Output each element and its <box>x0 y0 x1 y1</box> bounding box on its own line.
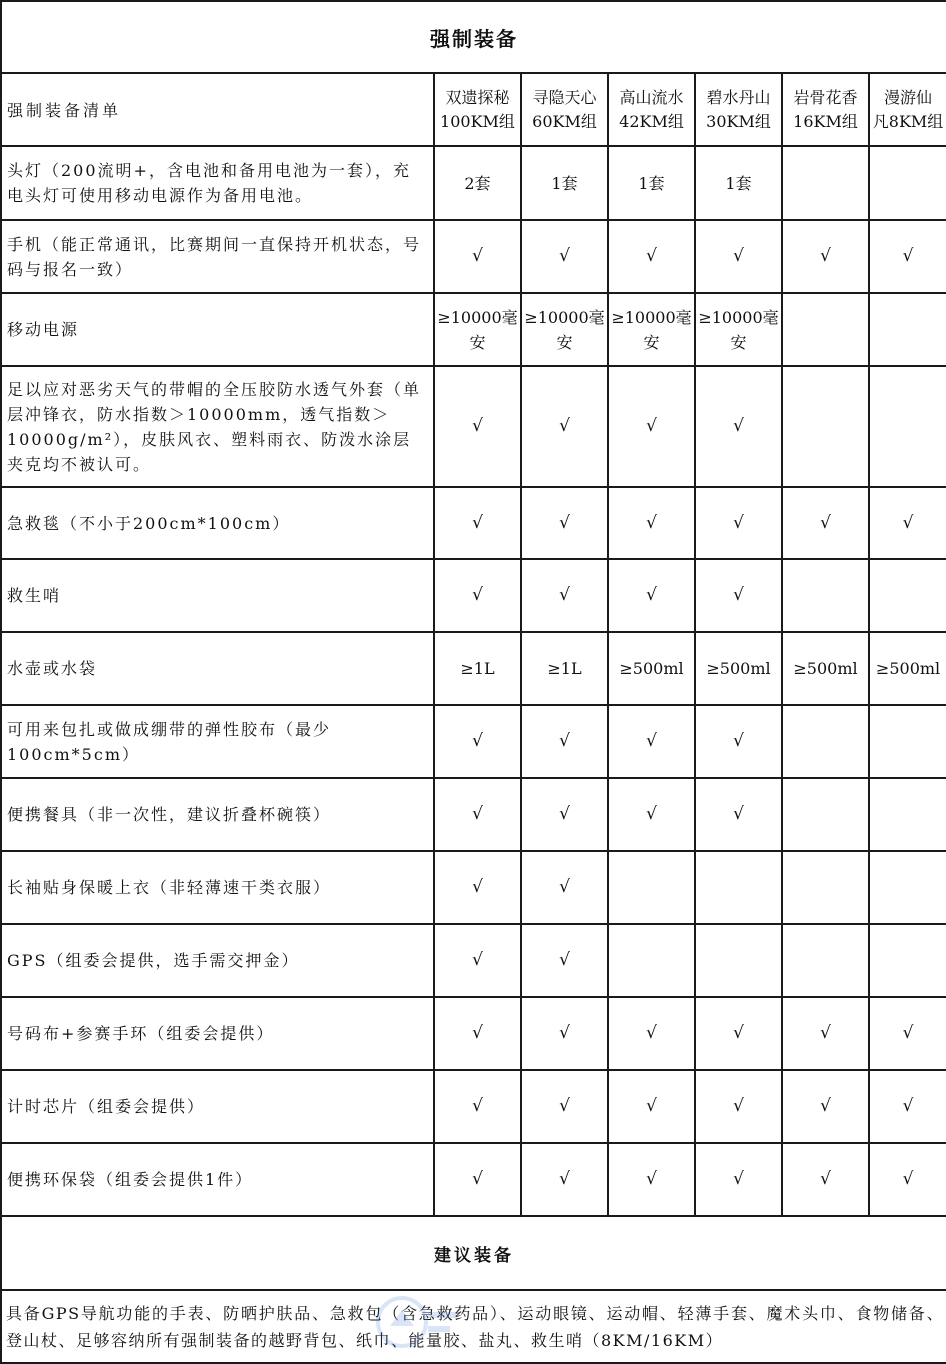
equipment-item: 可用来包扎或做成绷带的弹性胶布（最少100cm*5cm） <box>1 705 434 778</box>
requirement-cell <box>695 924 782 997</box>
requirement-cell: √ <box>782 1143 869 1216</box>
equipment-table-body <box>1 1 946 1363</box>
equipment-item: 移动电源 <box>1 293 434 366</box>
requirement-cell: √ <box>695 559 782 632</box>
table-row <box>1 705 946 778</box>
requirement-cell <box>782 559 869 632</box>
group-distance: 60KM组 <box>532 111 597 131</box>
requirement-cell: √ <box>521 1070 608 1143</box>
requirement-cell <box>782 851 869 924</box>
equipment-item: GPS（组委会提供，选手需交押金） <box>1 924 434 997</box>
requirement-cell: √ <box>608 559 695 632</box>
requirement-cell: 1套 <box>608 146 695 220</box>
requirement-cell: ≥1L <box>434 632 521 705</box>
requirement-cell: √ <box>695 1143 782 1216</box>
requirement-cell: 2套 <box>434 146 521 220</box>
requirement-cell <box>869 778 946 851</box>
equipment-item: 长袖贴身保暖上衣（非轻薄速干类衣服） <box>1 851 434 924</box>
group-distance: 30KM组 <box>706 111 771 131</box>
requirement-cell: √ <box>434 487 521 559</box>
equipment-item: 头灯（200流明+，含电池和备用电池为一套），充电头灯可使用移动电源作为备用电池。 <box>1 146 434 220</box>
requirement-cell: √ <box>782 1070 869 1143</box>
requirement-cell <box>782 366 869 487</box>
requirement-cell: √ <box>608 366 695 487</box>
requirement-cell: √ <box>608 1070 695 1143</box>
requirement-cell: √ <box>782 220 869 293</box>
equipment-item: 救生哨 <box>1 559 434 632</box>
requirement-cell: ≥10000毫安 <box>608 293 695 366</box>
suggested-title-row <box>1 1216 946 1290</box>
requirement-cell: √ <box>695 220 782 293</box>
requirement-cell: √ <box>521 924 608 997</box>
title-row <box>1 1 946 73</box>
group-name: 高山流水 <box>619 87 684 107</box>
requirement-cell <box>782 705 869 778</box>
requirement-cell: √ <box>869 487 946 559</box>
suggested-text: 具备GPS导航功能的手表、防晒护肤品、急救包（含急救药品）、运动眼镜、运动帽、轻薄手套、魔术头巾、食物储备、登山杖、足够容纳所有强制装备的越野背包、纸巾、能量胶、盐丸、救生哨（8KM/16KM） <box>1 1290 946 1363</box>
requirement-cell <box>869 366 946 487</box>
requirement-cell: ≥500ml <box>695 632 782 705</box>
group-name: 寻隐天心 <box>532 87 597 107</box>
requirement-cell: √ <box>521 559 608 632</box>
equipment-item: 号码布+参赛手环（组委会提供） <box>1 997 434 1070</box>
suggested-title: 建议装备 <box>1 1216 946 1290</box>
table-title: 强制装备 <box>1 1 946 73</box>
group-distance: 100KM组 <box>440 111 515 131</box>
requirement-cell: √ <box>434 997 521 1070</box>
requirement-cell: √ <box>695 778 782 851</box>
requirement-cell: √ <box>869 220 946 293</box>
table-row <box>1 559 946 632</box>
table-row <box>1 851 946 924</box>
table-row <box>1 997 946 1070</box>
table-row <box>1 146 946 220</box>
requirement-cell: √ <box>434 559 521 632</box>
requirement-cell: √ <box>521 220 608 293</box>
requirement-cell: √ <box>608 220 695 293</box>
requirement-cell <box>869 924 946 997</box>
requirement-cell: √ <box>608 778 695 851</box>
requirement-cell <box>869 559 946 632</box>
requirement-cell: 1套 <box>521 146 608 220</box>
equipment-item: 手机（能正常通讯，比赛期间一直保持开机状态，号码与报名一致） <box>1 220 434 293</box>
requirement-cell <box>782 924 869 997</box>
requirement-cell: √ <box>695 705 782 778</box>
group-distance: 凡8KM组 <box>872 111 944 131</box>
requirement-cell: √ <box>521 997 608 1070</box>
requirement-cell: √ <box>434 1070 521 1143</box>
table-row <box>1 1143 946 1216</box>
requirement-cell: √ <box>434 705 521 778</box>
group-name: 碧水丹山 <box>706 87 771 107</box>
header-group <box>695 73 782 146</box>
requirement-cell <box>869 146 946 220</box>
requirement-cell: ≥500ml <box>782 632 869 705</box>
table-row <box>1 1070 946 1143</box>
header-item-label: 强制装备清单 <box>1 73 434 146</box>
requirement-cell: √ <box>434 1143 521 1216</box>
requirement-cell: ≥10000毫安 <box>434 293 521 366</box>
requirement-cell: √ <box>608 705 695 778</box>
requirement-cell: √ <box>521 705 608 778</box>
requirement-cell: √ <box>521 487 608 559</box>
requirement-cell: √ <box>434 924 521 997</box>
table-row <box>1 293 946 366</box>
equipment-item: 便携餐具（非一次性，建议折叠杯碗筷） <box>1 778 434 851</box>
requirement-cell: √ <box>869 1070 946 1143</box>
requirement-cell <box>782 146 869 220</box>
requirement-cell: √ <box>782 997 869 1070</box>
requirement-cell: √ <box>608 997 695 1070</box>
requirement-cell: √ <box>608 487 695 559</box>
requirement-cell: √ <box>695 366 782 487</box>
requirement-cell <box>869 851 946 924</box>
equipment-item: 水壶或水袋 <box>1 632 434 705</box>
table-row <box>1 366 946 487</box>
header-row <box>1 73 946 146</box>
table-row <box>1 220 946 293</box>
requirement-cell: √ <box>521 778 608 851</box>
header-group <box>608 73 695 146</box>
requirement-cell: ≥500ml <box>608 632 695 705</box>
equipment-item: 足以应对恶劣天气的带帽的全压胶防水透气外套（单层冲锋衣，防水指数＞10000mm，透气指数＞10000g/m²），皮肤风衣、塑料雨衣、防泼水涂层夹克均不被认可。 <box>1 366 434 487</box>
requirement-cell: √ <box>521 851 608 924</box>
requirement-cell <box>869 705 946 778</box>
header-group <box>782 73 869 146</box>
equipment-item: 计时芯片（组委会提供） <box>1 1070 434 1143</box>
requirement-cell: √ <box>521 1143 608 1216</box>
header-group <box>434 73 521 146</box>
requirement-cell: 1套 <box>695 146 782 220</box>
group-name: 岩骨花香 <box>793 87 858 107</box>
requirement-cell: √ <box>695 1070 782 1143</box>
requirement-cell <box>782 293 869 366</box>
header-group <box>869 73 946 146</box>
group-name: 漫游仙 <box>884 87 933 107</box>
suggested-text-row <box>1 1290 946 1363</box>
requirement-cell <box>608 851 695 924</box>
requirement-cell: ≥1L <box>521 632 608 705</box>
requirement-cell <box>869 293 946 366</box>
requirement-cell: √ <box>695 997 782 1070</box>
requirement-cell: ≥10000毫安 <box>695 293 782 366</box>
requirement-cell: √ <box>434 851 521 924</box>
table-row <box>1 924 946 997</box>
requirement-cell <box>782 778 869 851</box>
requirement-cell: √ <box>434 778 521 851</box>
requirement-cell <box>695 851 782 924</box>
requirement-cell: √ <box>782 487 869 559</box>
requirement-cell <box>608 924 695 997</box>
header-group <box>521 73 608 146</box>
table-row <box>1 778 946 851</box>
table-row <box>1 632 946 705</box>
requirement-cell: √ <box>434 366 521 487</box>
requirement-cell: ≥500ml <box>869 632 946 705</box>
table-row <box>1 487 946 559</box>
requirement-cell: √ <box>434 220 521 293</box>
group-distance: 42KM组 <box>619 111 684 131</box>
equipment-item: 急救毯（不小于200cm*100cm） <box>1 487 434 559</box>
group-distance: 16KM组 <box>793 111 858 131</box>
requirement-cell: √ <box>869 997 946 1070</box>
requirement-cell: ≥10000毫安 <box>521 293 608 366</box>
requirement-cell: √ <box>695 487 782 559</box>
equipment-item: 便携环保袋（组委会提供1件） <box>1 1143 434 1216</box>
group-name: 双遗探秘 <box>445 87 510 107</box>
requirement-cell: √ <box>608 1143 695 1216</box>
requirement-cell: √ <box>869 1143 946 1216</box>
requirement-cell: √ <box>521 366 608 487</box>
